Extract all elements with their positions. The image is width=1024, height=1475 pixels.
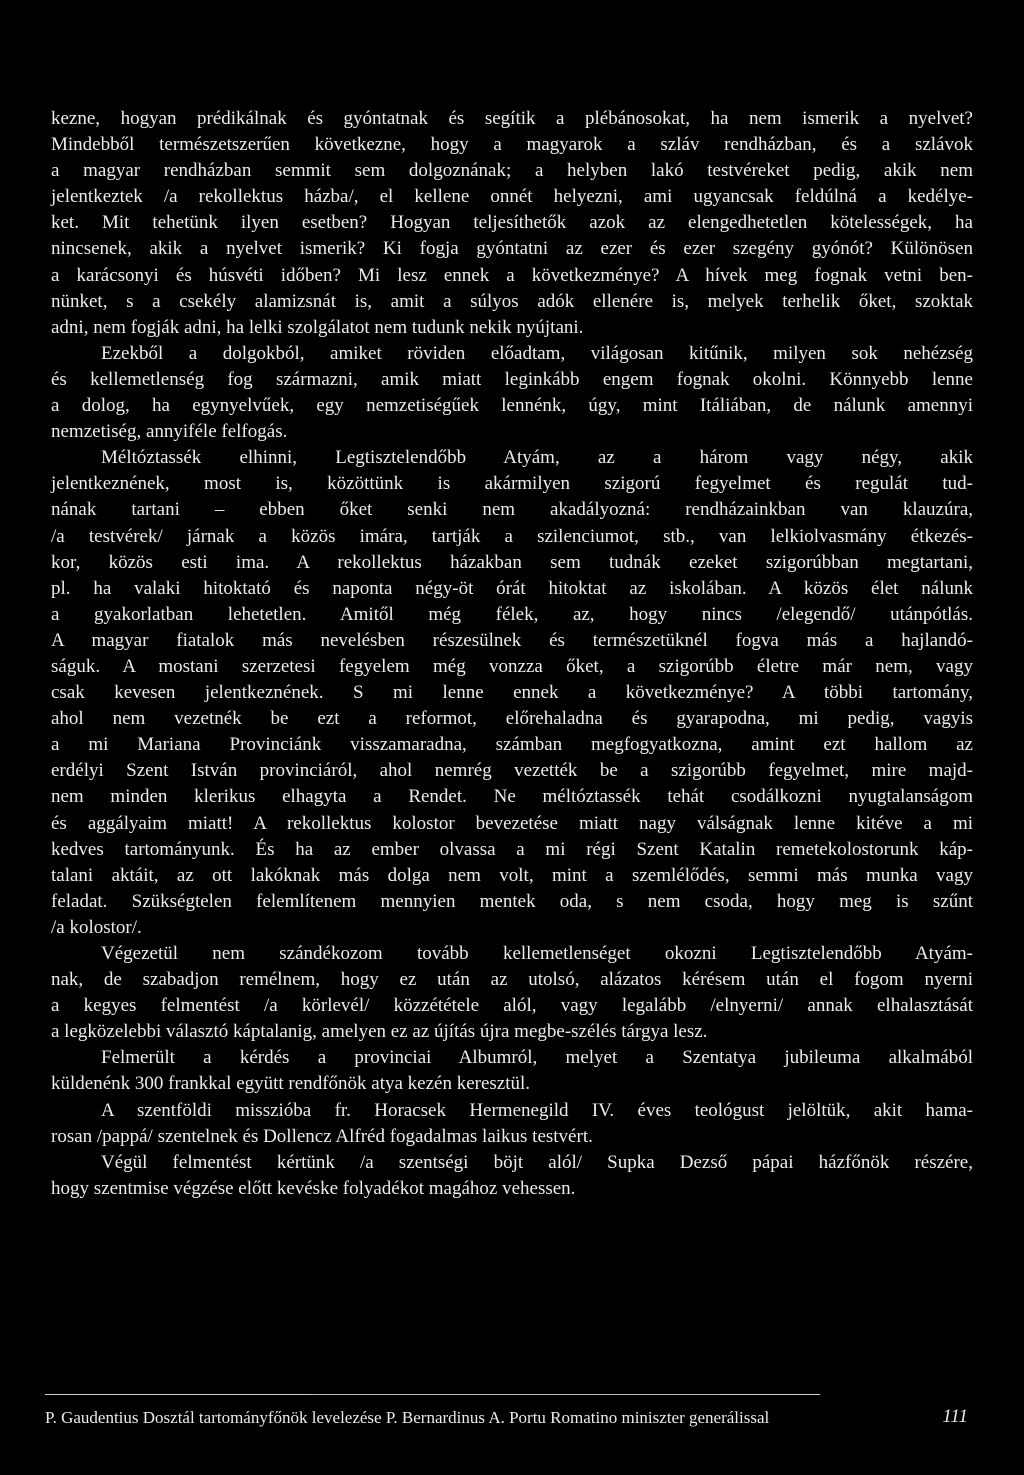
text-line: Méltóztassék elhinni, Legtisztelendőbb Atyám, az a három vagy négy, akik	[101, 447, 973, 469]
text-line: Végül felmentést kértünk /a szentségi böjt alól/ Supka Dezső pápai házfőnök részére,	[101, 1151, 973, 1173]
text-line: ságuk. A mostani szerzetesi fegyelem még vonzza őket, a szigorúbb életre már nem, vagy	[51, 655, 973, 677]
text-line: Felmerült a kérdés a provinciai Albumról, melyet a Szentatya jubileuma alkalmából	[101, 1047, 973, 1069]
text-line: kezne, hogyan prédikálnak és gyóntatnak és segítik a plébánosokat, ha nem ismerik a nyelvet?	[51, 108, 973, 129]
text-line: a gyakorlatban lehetetlen. Amitől még félek, az, hogy nincs /elegendő/ utánpótlás.	[51, 603, 973, 625]
text-line: pl. ha valaki hitoktató és naponta négy-öt órát hitoktat az iskolában. A közös élet nálunk	[51, 577, 973, 599]
text-line: a legközelebbi választó káptalanig, amelyen ez az újítás újra megbe-szélés tárgya lesz.	[51, 1021, 708, 1043]
text-line: és kellemetlenség fog származni, amik miatt leginkább engem fognak okolni. Könnyebb lenne	[51, 368, 973, 390]
text-line: a dolog, ha egynyelvűek, egy nemzetiségűek lennénk, úgy, mint Itáliában, de nálunk amennyi	[51, 395, 973, 417]
running-footer: P. Gaudentius Dosztál tartományfőnök levelezése P. Bernardinus A. Portu Romatino miniszter generálissal	[45, 1408, 770, 1427]
text-line: nem minden klerikus elhagyta a Rendet. Ne méltóztassék tehát csodálkozni nyugtalanságom	[51, 786, 973, 808]
text-line: nünket, s a csekély alamizsnát is, amit a súlyos adók ellenére is, melyek terhelik őket, szoktak	[51, 290, 973, 312]
footer-divider-middle	[310, 1394, 720, 1395]
text-line: nincsenek, akik a nyelvet ismerik? Ki fogja gyóntatni az ezer és ezer szegény gyónót? Különösen	[51, 238, 973, 260]
text-line: hogy szentmise végzése előtt kevéske folyadékot magához vehessen.	[51, 1177, 576, 1199]
text-line: a kegyes felmentést /a körlevél/ közzététele alól, vagy legalább /elnyerni/ annak elhalasztását	[51, 995, 973, 1017]
text-line: ket. Mit tehetünk ilyen esetben? Hogyan teljesíthetők azok az elengedhetetlen kötelességek, ha	[51, 212, 973, 234]
text-line: jelentkeztek /a rekollektus házba/, el kellene onnét helyezni, ami ugyancsak feldúlná a kedélye-	[51, 186, 973, 208]
body-text	[51, 106, 973, 1202]
text-line: Végezetül nem szándékozom tovább kellemetlenséget okozni Legtisztelendőbb Atyám-	[101, 943, 973, 964]
text-line: rosan /pappá/ szentelnek és Dollencz Alfréd fogadalmas laikus testvért.	[51, 1125, 593, 1147]
text-line: nak, de szabadjon remélnem, hogy ez után az utolsó, alázatos kérésem után el fogom nyerni	[51, 969, 973, 991]
text-line: nemzetiség, annyiféle felfogás.	[51, 421, 288, 443]
text-line: A szentföldi misszióba fr. Horacsek Hermenegild IV. éves teológust jelöltük, akit hama-	[101, 1099, 973, 1121]
text-line: a mi Mariana Provinciánk visszamaradna, számban megfogyatkozna, amint ezt hallom az	[51, 734, 973, 756]
text-line: /a kolostor/.	[51, 916, 142, 938]
text-line: Mindebből természetszerűen következne, hogy a magyarok a szláv rendházban, és a szlávok	[51, 134, 973, 156]
text-line: ahol nem vezetnék be ezt a reformot, előrehaladna és gyarapodna, mi pedig, vagyis	[51, 708, 973, 730]
text-line: feladat. Szükségtelen felemlítenem mennyien mentek oda, s nem csoda, hogy meg is szűnt	[51, 890, 973, 912]
text-line: és aggályaim miatt! A rekollektus kolostor bevezetése miatt nagy válságnak lenne kitéve a mi	[51, 812, 973, 834]
text-line: talani aktáit, az ott lakóknak más dolga nem volt, mint a szemlélődés, semmi más munka vagy	[51, 864, 973, 886]
text-line: jelentkeznének, most is, közöttünk is akármilyen szigorú fegyelmet és regulát tud-	[51, 473, 973, 495]
text-line: csak kevesen jelentkeznének. S mi lenne ennek a következménye? A többi tartomány,	[51, 682, 973, 704]
page-number: 111	[942, 1406, 968, 1427]
text-line: adni, nem fogják adni, ha lelki szolgálatot nem tudunk nekik nyújtani.	[51, 316, 584, 338]
text-line: küldenénk 300 frankkal együtt rendfőnök atya kezén keresztül.	[51, 1073, 531, 1095]
text-line: erdélyi Szent István provinciáról, ahol nemrég vezették be a szigorúbb fegyelmet, mire majd-	[51, 760, 973, 782]
text-line: kedves tartományunk. És ha az ember olvassa a mi régi Szent Katalin remetekolostorunk káp-	[51, 838, 973, 860]
footer-divider-right	[720, 1394, 820, 1395]
text-line: A magyar fiatalok más nevelésben részesülnek és természetüknél fogva más a hajlandó-	[51, 629, 973, 651]
text-line: a karácsonyi és húsvéti időben? Mi lesz ennek a következménye? A hívek meg fognak vetni ben-	[51, 264, 973, 286]
text-line: nának tartani – ebben őket senki nem akadályozná: rendházainkban van klauzúra,	[51, 499, 973, 521]
text-line: kor, közös esti ima. A rekollektus házakban sem tudnák ezeket szigorúbban megtartani,	[51, 551, 973, 573]
text-line: Ezekből a dolgokból, amiket röviden előadtam, világosan kitűnik, milyen sok nehézség	[101, 342, 973, 364]
text-line: /a testvérek/ járnak a közös imára, tartják a szilenciumot, stb., van lelkiolvasmány étkezés-	[51, 525, 973, 547]
text-line: a magyar rendházban semmit sem dolgoznának; a helyben lakó testvéreket pedig, akik nem	[51, 160, 973, 182]
footer-divider	[45, 1394, 310, 1395]
